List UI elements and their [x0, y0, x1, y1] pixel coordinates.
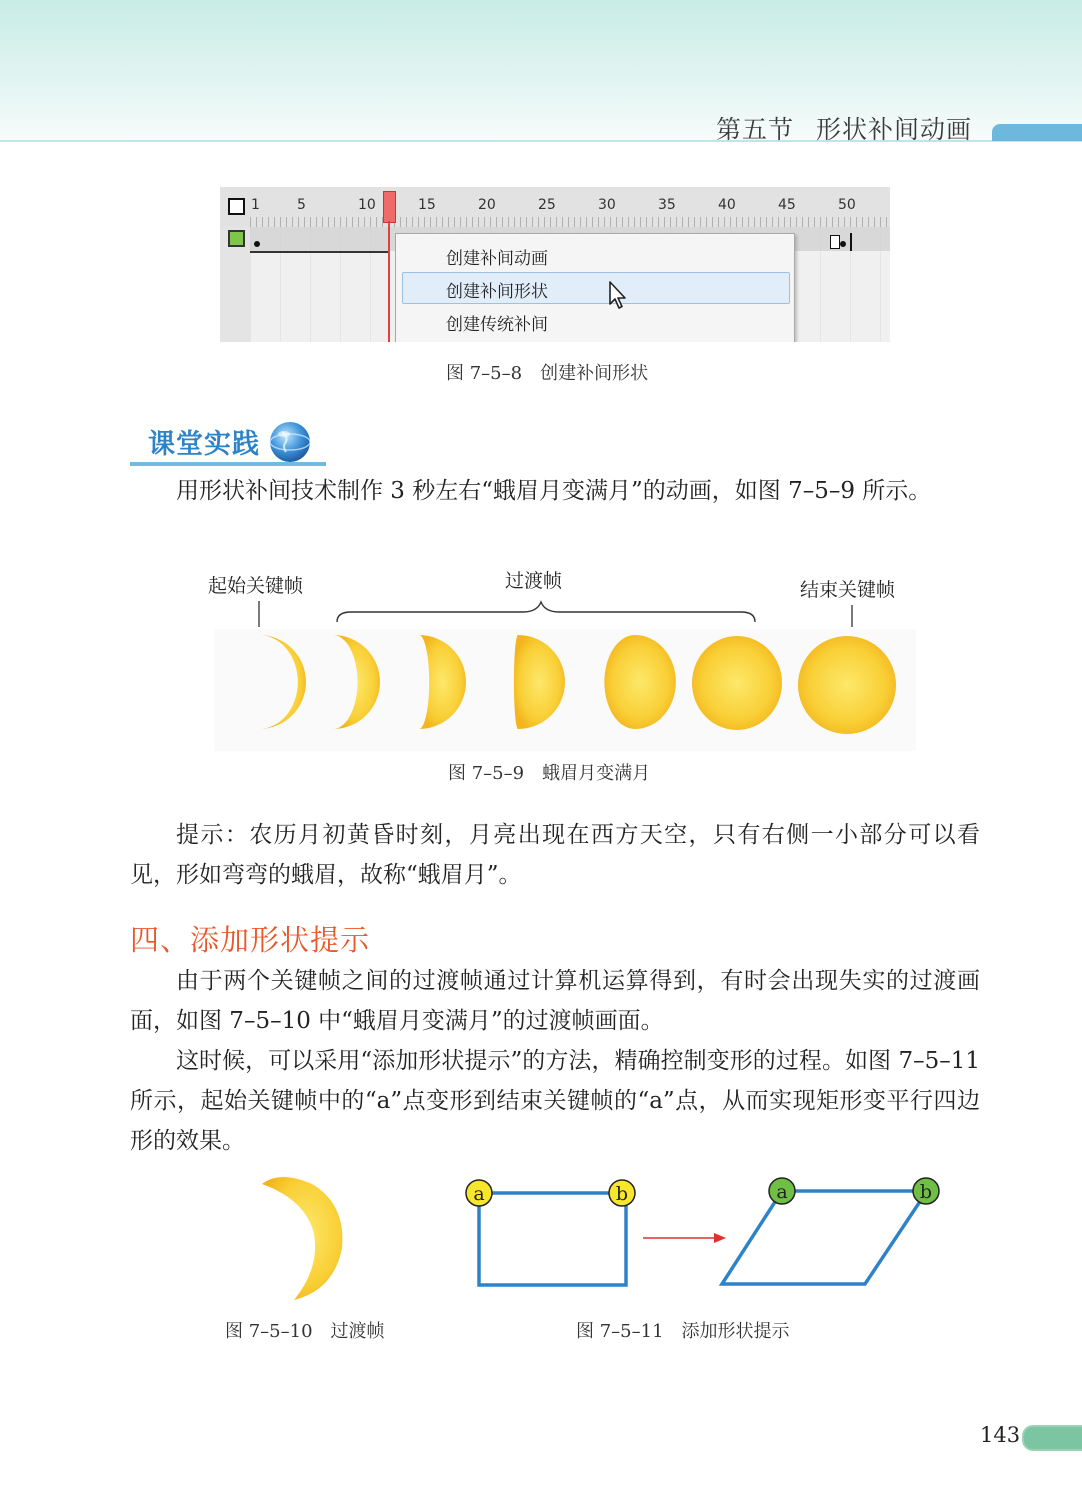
frame-number: 30	[598, 197, 616, 213]
frame-number: 25	[538, 197, 556, 213]
practice-title: 课堂实践	[148, 429, 260, 460]
header-tab	[992, 124, 1082, 141]
menu-item-create-classic-tween[interactable]: 创建传统补间	[446, 315, 548, 335]
start-keyframe-label: 起始关键帧	[208, 575, 304, 597]
moon-frame-full	[798, 636, 896, 734]
practice-text: 用形状补间技术制作 3 秒左右“蛾眉月变满月”的动画，如图 7–5–9 所示。	[176, 478, 932, 504]
transition-frame-figure	[250, 1170, 360, 1310]
hint-label: a	[473, 1183, 485, 1205]
menu-item-create-motion-tween[interactable]: 创建补间动画	[446, 249, 548, 269]
distorted-moon-shape	[262, 1177, 342, 1300]
figure-caption: 图 7–5–11 添加形状提示	[576, 1321, 790, 1342]
paragraph: 这时候，可以采用“添加形状提示”的方法，精确控制变形的过程。如图 7–5–11 所示，起始关键帧中的“a”点变形到结束关键帧的“a”点，从而实现矩形变平行四边形的效果。	[130, 1048, 980, 1154]
page-number: 143	[980, 1423, 1021, 1447]
mouse-cursor-icon	[608, 280, 630, 310]
page-tab	[1022, 1425, 1082, 1451]
frame-number: 45	[778, 197, 796, 213]
paragraph: 由于两个关键帧之间的过渡帧通过计算机运算得到，有时会出现失实的过渡画面，如图 7–5–10 中“蛾眉月变满月”的过渡帧画面。	[130, 968, 980, 1034]
frame-number: 35	[658, 197, 676, 213]
context-menu	[395, 233, 795, 342]
figure-caption: 图 7–5–9 蛾眉月变满月	[448, 763, 651, 784]
hint-label: b	[919, 1181, 933, 1203]
frame-number: 20	[478, 197, 496, 213]
moon-frame-6	[692, 636, 782, 730]
hint-label: b	[615, 1183, 629, 1205]
end-keyframe-label: 结束关键帧	[800, 579, 896, 601]
rectangle-shape	[479, 1193, 626, 1285]
start-keyframe-dot	[254, 241, 260, 247]
running-header	[716, 110, 972, 146]
frame-number: 15	[418, 197, 436, 213]
layer-color-icon	[228, 230, 245, 247]
arrow-head-icon	[714, 1233, 726, 1243]
practice-underline	[130, 462, 326, 466]
timeline-screenshot	[220, 187, 890, 342]
playhead[interactable]	[383, 191, 396, 223]
figure-caption: 图 7–5–8 创建补间形状	[446, 363, 649, 384]
menu-item-create-shape-tween[interactable]: 创建补间形状	[446, 282, 548, 302]
frame-number: 5	[297, 197, 306, 213]
parallelogram-shape	[722, 1191, 927, 1284]
shape-hints-figure	[460, 1172, 950, 1297]
tip-text: 提示：农历月初黄昏时刻，月亮出现在西方天空，只有右侧一小部分可以看见，形如弯弯的蛾眉，故称“蛾眉月”。	[130, 822, 980, 888]
globe-icon	[268, 420, 312, 464]
tween-line	[250, 251, 390, 253]
frame-number: 50	[838, 197, 856, 213]
transition-frames-label: 过渡帧	[505, 570, 563, 592]
header-title: 形状补间动画	[815, 115, 972, 144]
outline-square-icon	[228, 198, 245, 215]
frame-number: 40	[718, 197, 736, 213]
end-keyframe[interactable]	[830, 235, 840, 249]
frame-number: 10	[358, 197, 376, 213]
end-keyframe-dot	[840, 241, 846, 247]
playhead-line	[388, 221, 390, 342]
timeline-ticks	[250, 217, 890, 227]
frame-end-marker	[850, 233, 852, 251]
figure-caption: 图 7–5–10 过渡帧	[225, 1321, 385, 1342]
frame-number: 1	[251, 197, 260, 213]
transition-brace	[337, 602, 755, 622]
moon-sequence-figure	[200, 595, 930, 755]
hint-label: a	[776, 1181, 788, 1203]
section-heading: 四、添加形状提示	[130, 923, 371, 957]
header-section: 第五节	[715, 115, 794, 144]
